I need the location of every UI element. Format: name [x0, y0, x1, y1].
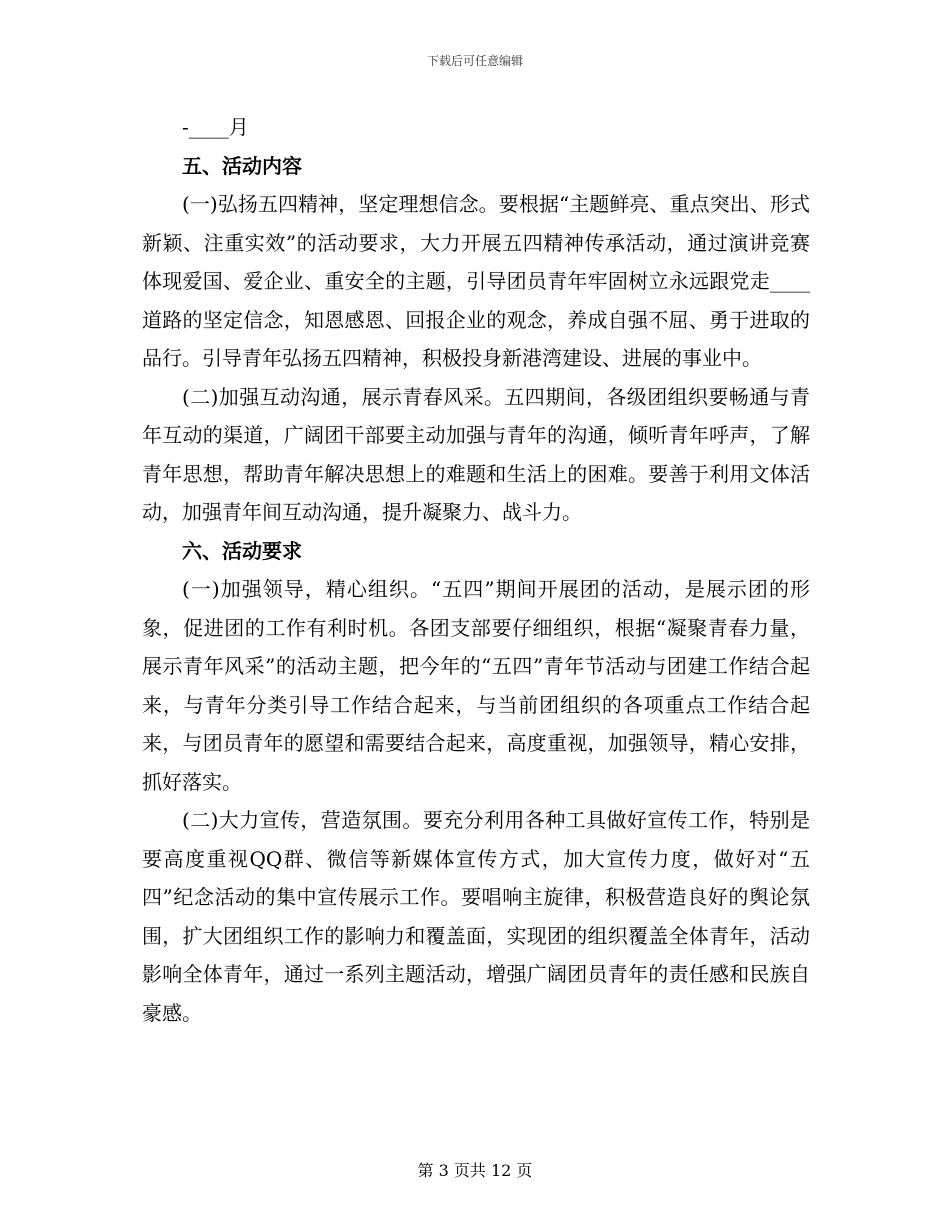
paragraph-interactive-communication: (二)加强互动沟通，展示青春风采。五四期间，各级团组织要畅通与青年互动的渠道，广阔团干部要主动加强与青年的沟通，倾听青年呼声，了解青年思想，帮助青年解决思想上的难题和生活上的困难。要善于利用文体活动，加强青年间互动沟通，提升凝聚力、战斗力。	[142, 384, 810, 524]
paragraph-leadership-organization: (一)加强领导，精心组织。“五四”期间开展团的活动，是展示团的形象，促进团的工作有利时机。各团支部要仔细组织，根据“凝聚青春力量，展示青年风采”的活动主题，把今年的“五四”青年节活动与团建工作结合起来，与青年分类引导工作结合起来，与当前团组织的各项重点工作结合起来，与团员青年的愿望和需要结合起来，高度重视，加强领导，精心安排，抓好落实。	[142, 577, 810, 794]
month-line: -____月	[182, 115, 249, 139]
document-body	[142, 108, 810, 1032]
page-header: 下载后可任意编辑	[426, 54, 523, 68]
paragraph-promote-may-fourth-spirit: (一)弘扬五四精神，坚定理想信念。要根据“主题鲜亮、重点突出、形式新颖、注重实效”的活动要求，大力开展五四精神传承活动，通过演讲竞赛体现爱国、爱企业、重安全的主题，引导团员青年牢固树立永远跟党走____道路的坚定信念，知恩感恩、回报企业的观念，养成自强不屈、勇于进取的品行。引导青年弘扬五四精神，积极投身新港湾建设、进展的事业中。	[142, 192, 810, 370]
section-heading-activity-requirements: 六、活动要求	[182, 538, 302, 563]
page-number-footer: 第 3 页共 12 页	[417, 1161, 533, 1180]
paragraph-publicity-atmosphere: (二)大力宣传，营造氛围。要充分利用各种工具做好宣传工作，特别是要高度重视QQ群、微信等新媒体宣传方式，加大宣传力度，做好对“五四”纪念活动的集中宣传展示工作。要唱响主旋律，积极营造良好的舆论氛围，扩大团组织工作的影响力和覆盖面，实现团的组织覆盖全体青年，活动影响全体青年，通过一系列主题活动，增强广阔团员青年的责任感和民族自豪感。	[142, 808, 810, 1025]
section-heading-activity-content: 五、活动内容	[182, 153, 302, 178]
